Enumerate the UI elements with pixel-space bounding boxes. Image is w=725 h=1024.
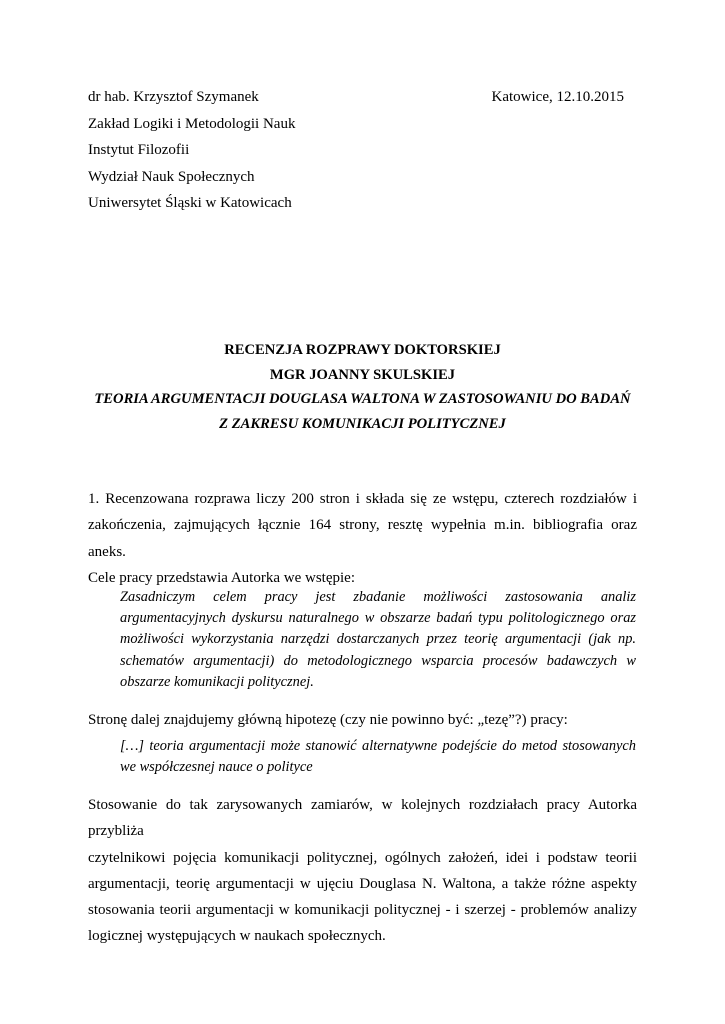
paragraph-3-line: stosowania teorii argumentacji w komunikacji politycznej - i szerzej - problemów analizy bbox=[88, 902, 637, 919]
paragraph-1 bbox=[88, 486, 637, 591]
department-name: Zakład Logiki i Metodologii Nauk bbox=[88, 115, 296, 132]
title-line-2: MGR JOANNY SKULSKIEJ bbox=[269, 366, 456, 383]
paragraph-1-line: Cele pracy przedstawia Autorka we wstępie: bbox=[88, 569, 355, 586]
author-name: dr hab. Krzysztof Szymanek bbox=[88, 89, 259, 105]
quote-1-line: obszarze komunikacji politycznej. bbox=[120, 673, 314, 690]
review-title bbox=[88, 338, 637, 437]
paragraph-3-line: argumentacji, teorię argumentacji w ujęciu Douglasa N. Waltona, a także różne aspekty bbox=[88, 875, 637, 892]
institute-name: Instytut Filozofii bbox=[88, 142, 190, 158]
paragraph-3-line: logicznej występujących w naukach społecznych. bbox=[88, 928, 386, 945]
quote-1-line: Zasadniczym celem pracy jest zbadanie możliwości zastosowania analiz bbox=[120, 589, 636, 605]
paragraph-2 bbox=[88, 707, 637, 733]
quote-2 bbox=[120, 736, 636, 778]
paragraph-3-line: Stosowanie do tak zarysowanych zamiarów, w kolejnych rozdziałach pracy Autorka przybliża bbox=[88, 797, 637, 840]
faculty-name: Wydział Nauk Społecznych bbox=[88, 168, 255, 185]
paragraph-3-line: czytelnikowi pojęcia komunikacji politycznej, ogólnych założeń, idei i podstaw teorii bbox=[88, 849, 637, 866]
paragraph-2-text: Stronę dalej znajdujemy główną hipotezę (czy nie powinno być: „tezę”?) pracy: bbox=[88, 712, 568, 728]
university-name: Uniwersytet Śląski w Katowicach bbox=[88, 195, 292, 211]
place-date: Katowice, 12.10.2015 bbox=[491, 89, 624, 105]
quote-2-line: we współczesnej nauce o polityce bbox=[120, 759, 313, 776]
quote-2-line: […] teoria argumentacji może stanowić alternatywne podejście do metod stosowanych bbox=[120, 738, 636, 754]
quote-1 bbox=[120, 587, 636, 693]
letter-header bbox=[88, 84, 624, 217]
paragraph-1-line: 1. Recenzowana rozprawa liczy 200 stron i składa się ze wstępu, czterech rozdziałów i bbox=[88, 491, 637, 507]
paragraph-1-line: zakończenia, zajmujących łącznie 164 strony, resztę wypełnia m.in. bibliografia oraz aneks. bbox=[88, 517, 637, 560]
title-line-1: RECENZJA ROZPRAWY DOKTORSKIEJ bbox=[224, 342, 501, 358]
quote-1-line: schematów argumentacji) do metodologicznego wsparcia procesów badawczych w bbox=[120, 652, 636, 669]
title-line-3: TEORIA ARGUMENTACJI DOUGLASA WALTONA W ZASTOSOWANIU DO BADAŃ bbox=[94, 391, 631, 408]
quote-1-line: argumentacyjnych dyskursu naturalnego w obszarze badań typu politologicznego oraz bbox=[120, 610, 636, 627]
paragraph-3 bbox=[88, 792, 637, 950]
quote-1-line: możliwości wykorzystania narzędzi dostarczanych przez teorię argumentacji (jak np. bbox=[120, 631, 636, 648]
title-line-4: Z ZAKRESU KOMUNIKACJI POLITYCZNEJ bbox=[219, 416, 506, 433]
